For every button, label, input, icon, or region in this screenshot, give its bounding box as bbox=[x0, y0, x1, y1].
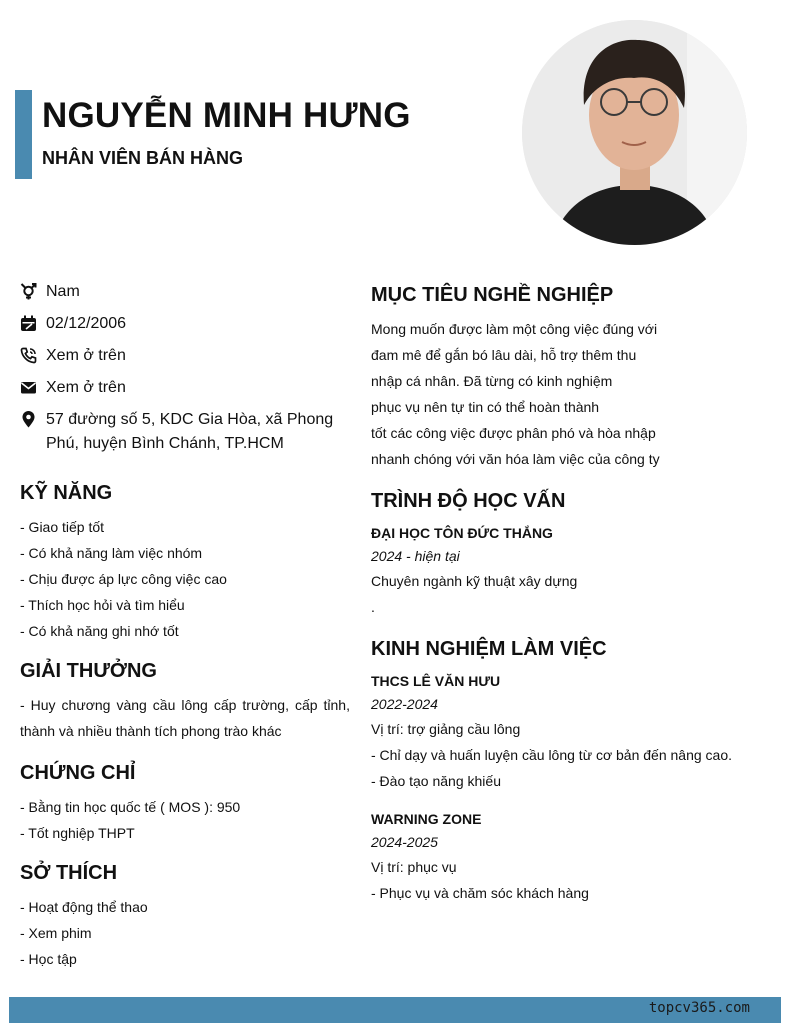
gender-value: Nam bbox=[46, 283, 80, 300]
contact-address bbox=[20, 408, 350, 456]
location-icon bbox=[20, 411, 37, 428]
company-name: WARNING ZONE bbox=[371, 811, 482, 827]
objective-line: tốt các công việc được phân phó và hòa nhập bbox=[371, 425, 656, 441]
contact-gender bbox=[20, 280, 350, 304]
objective-line: Mong muốn được làm một công việc đúng với bbox=[371, 321, 658, 337]
list-item: - Chịu được áp lực công việc cao bbox=[20, 571, 227, 587]
job-line: Vị trí: trợ giảng cầu lông bbox=[371, 721, 521, 737]
phone-value: Xem ở trên bbox=[46, 347, 126, 364]
objective-line: phục vụ nên tự tin có thể hoàn thành bbox=[371, 399, 600, 415]
list-item: - Hoạt động thể thao bbox=[20, 899, 148, 915]
job-line: - Chỉ dạy và huấn luyện cầu lông từ cơ bản đến nâng cao. bbox=[371, 747, 733, 763]
experience-item bbox=[371, 808, 771, 906]
email-value: Xem ở trên bbox=[46, 379, 126, 396]
list-item: - Giao tiếp tốt bbox=[20, 519, 105, 535]
list-item: - Bằng tin học quốc tế ( MOS ): 950 bbox=[20, 799, 241, 815]
experience-item bbox=[371, 670, 771, 794]
awards-text: - Huy chương vàng cầu lông cấp trường, cấp tỉnh, thành và nhiều thành tích phong trào khác bbox=[20, 697, 350, 739]
contact-email bbox=[20, 376, 350, 400]
job-period: 2022-2024 bbox=[371, 696, 438, 712]
hobbies-list bbox=[20, 894, 350, 972]
profile-photo bbox=[522, 20, 747, 245]
job-period: 2024-2025 bbox=[371, 834, 438, 850]
skills-list bbox=[20, 514, 350, 644]
email-icon bbox=[20, 379, 37, 396]
list-item: - Có khả năng ghi nhớ tốt bbox=[20, 623, 179, 639]
education-title: TRÌNH ĐỘ HỌC VẤN bbox=[371, 490, 566, 512]
list-item: - Học tập bbox=[20, 951, 77, 967]
footer-watermark: topcv365.com bbox=[648, 1000, 750, 1016]
accent-bar bbox=[15, 90, 32, 179]
company-name: THCS LÊ VĂN HƯU bbox=[371, 673, 501, 689]
objective-text bbox=[371, 316, 771, 472]
experience-title: KINH NGHIỆM LÀM VIỆC bbox=[371, 638, 607, 660]
education-period: 2024 - hiện tại bbox=[371, 548, 460, 564]
list-item: - Thích học hỏi và tìm hiểu bbox=[20, 597, 185, 613]
awards-title: GIẢI THƯỞNG bbox=[20, 660, 157, 682]
birthday-value: 02/12/2006 bbox=[46, 315, 127, 332]
job-title: NHÂN VIÊN BÁN HÀNG bbox=[42, 148, 244, 168]
phone-icon bbox=[20, 347, 37, 364]
job-line: - Phục vụ và chăm sóc khách hàng bbox=[371, 885, 589, 901]
skills-title: KỸ NĂNG bbox=[20, 482, 113, 504]
contact-birthday bbox=[20, 312, 350, 336]
list-item: - Xem phim bbox=[20, 925, 92, 941]
objective-title: MỤC TIÊU NGHỀ NGHIỆP bbox=[371, 284, 614, 306]
candidate-name: NGUYỄN MINH HƯNG bbox=[42, 96, 411, 135]
education-extra: . bbox=[371, 599, 375, 615]
objective-line: đam mê để gắn bó lâu dài, hỗ trợ thêm thu bbox=[371, 347, 637, 363]
education-major: Chuyên ngành kỹ thuật xây dựng bbox=[371, 573, 578, 589]
contact-phone bbox=[20, 344, 350, 368]
gender-icon bbox=[20, 283, 37, 300]
hobbies-title: SỞ THÍCH bbox=[20, 862, 118, 884]
objective-line: nhanh chóng với văn hóa làm việc của công ty bbox=[371, 451, 660, 467]
school-name: ĐẠI HỌC TÔN ĐỨC THẮNG bbox=[371, 525, 553, 541]
certificates-title: CHỨNG CHỈ bbox=[20, 762, 136, 784]
job-line: - Đào tạo năng khiếu bbox=[371, 773, 501, 789]
certificates-list bbox=[20, 794, 350, 846]
left-column bbox=[20, 280, 350, 972]
objective-line: nhập cá nhân. Đã từng có kinh nghiệm bbox=[371, 373, 613, 389]
right-column bbox=[371, 282, 771, 906]
job-line: Vị trí: phục vụ bbox=[371, 859, 457, 875]
footer-bar bbox=[9, 997, 781, 1023]
list-item: - Có khả năng làm việc nhóm bbox=[20, 545, 203, 561]
address-value: 57 đường số 5, KDC Gia Hòa, xã Phong Phú, huyện Bình Chánh, TP.HCM bbox=[46, 411, 334, 452]
list-item: - Tốt nghiệp THPT bbox=[20, 825, 135, 841]
calendar-icon bbox=[20, 315, 37, 332]
